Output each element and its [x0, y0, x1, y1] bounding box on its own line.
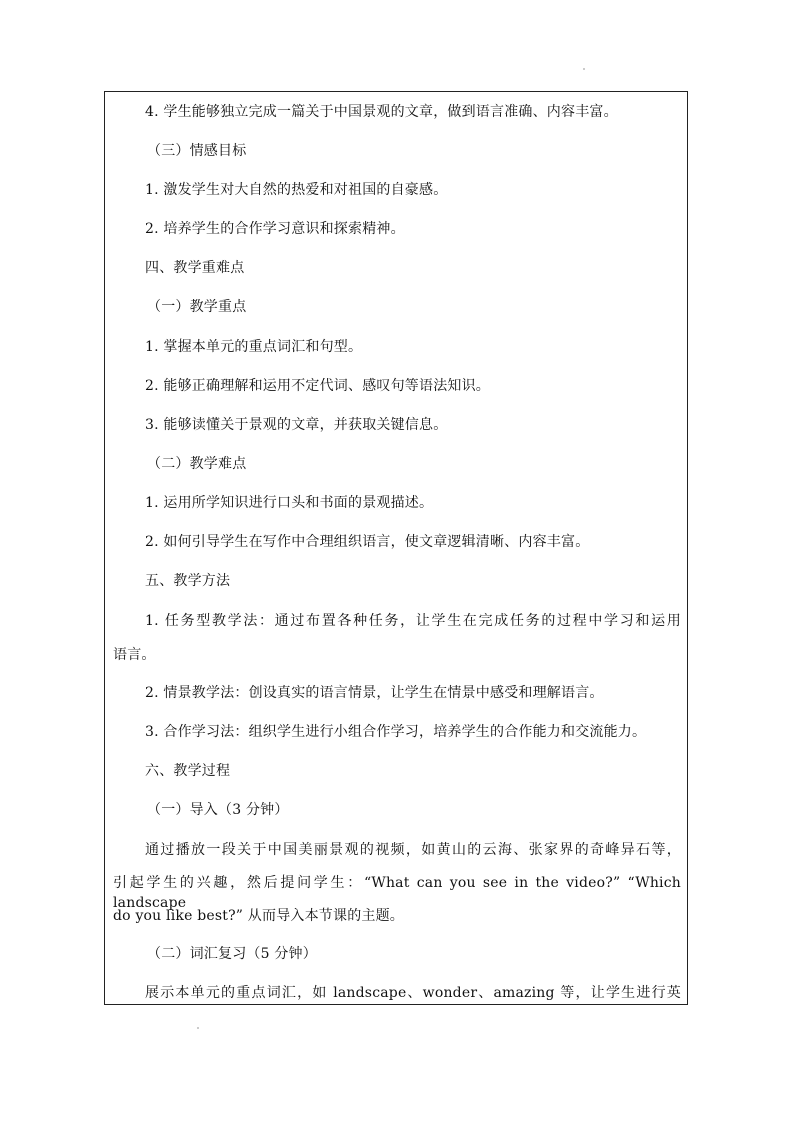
lead-in-paragraph-line-3: do you like best?” 从而导入本节课的主题。: [113, 908, 404, 924]
subheading-difficult-points: （二）教学难点: [147, 456, 247, 472]
vocabulary-review-paragraph-line-1: 展示本单元的重点词汇，如 landscape、wonder、amazing 等，让学生进行英: [145, 985, 681, 1001]
section-heading-key-difficult-points: 四、教学重难点: [145, 260, 245, 276]
affective-goal-2: 2. 培养学生的合作学习意识和探索精神。: [145, 221, 405, 237]
section-heading-teaching-methods: 五、教学方法: [145, 573, 231, 589]
difficult-point-2: 2. 如何引导学生在写作中合理组织语言，使文章逻辑清晰、内容丰富。: [145, 534, 590, 550]
lead-in-paragraph-line-1: 通过播放一段关于中国美丽景观的视频，如黄山的云海、张家界的奇峰异石等，: [145, 842, 681, 858]
subheading-key-points: （一）教学重点: [147, 299, 247, 315]
subheading-lead-in: （一）导入（3 分钟）: [147, 802, 289, 818]
section-heading-teaching-process: 六、教学过程: [145, 763, 231, 779]
subheading-vocabulary-review: （二）词汇复习（5 分钟）: [147, 946, 317, 962]
section-heading-affective-goals: （三）情感目标: [147, 143, 247, 159]
bottom-dot-mark: [197, 1027, 199, 1029]
affective-goal-1: 1. 激发学生对大自然的热爱和对祖国的自豪感。: [145, 182, 448, 198]
teaching-method-3: 3. 合作学习法：组织学生进行小组合作学习，培养学生的合作能力和交流能力。: [145, 724, 647, 740]
objective-item-4: 4. 学生能够独立完成一篇关于中国景观的文章，做到语言准确、内容丰富。: [145, 104, 618, 120]
teaching-method-1-continued: 语言。: [113, 647, 156, 663]
top-dot-mark: [583, 68, 585, 70]
teaching-method-1: 1. 任务型教学法：通过布置各种任务，让学生在完成任务的过程中学习和运用: [145, 613, 681, 629]
key-point-2: 2. 能够正确理解和运用不定代词、感叹句等语法知识。: [145, 378, 491, 394]
lead-in-paragraph-line-2: 引起学生的兴趣，然后提问学生：“What can you see in the video?” “Which landscape: [113, 875, 681, 911]
key-point-3: 3. 能够读懂关于景观的文章，并获取关键信息。: [145, 417, 448, 433]
teaching-method-2: 2. 情景教学法：创设真实的语言情景，让学生在情景中感受和理解语言。: [145, 685, 604, 701]
key-point-1: 1. 掌握本单元的重点词汇和句型。: [145, 339, 363, 355]
difficult-point-1: 1. 运用所学知识进行口头和书面的景观描述。: [145, 495, 434, 511]
